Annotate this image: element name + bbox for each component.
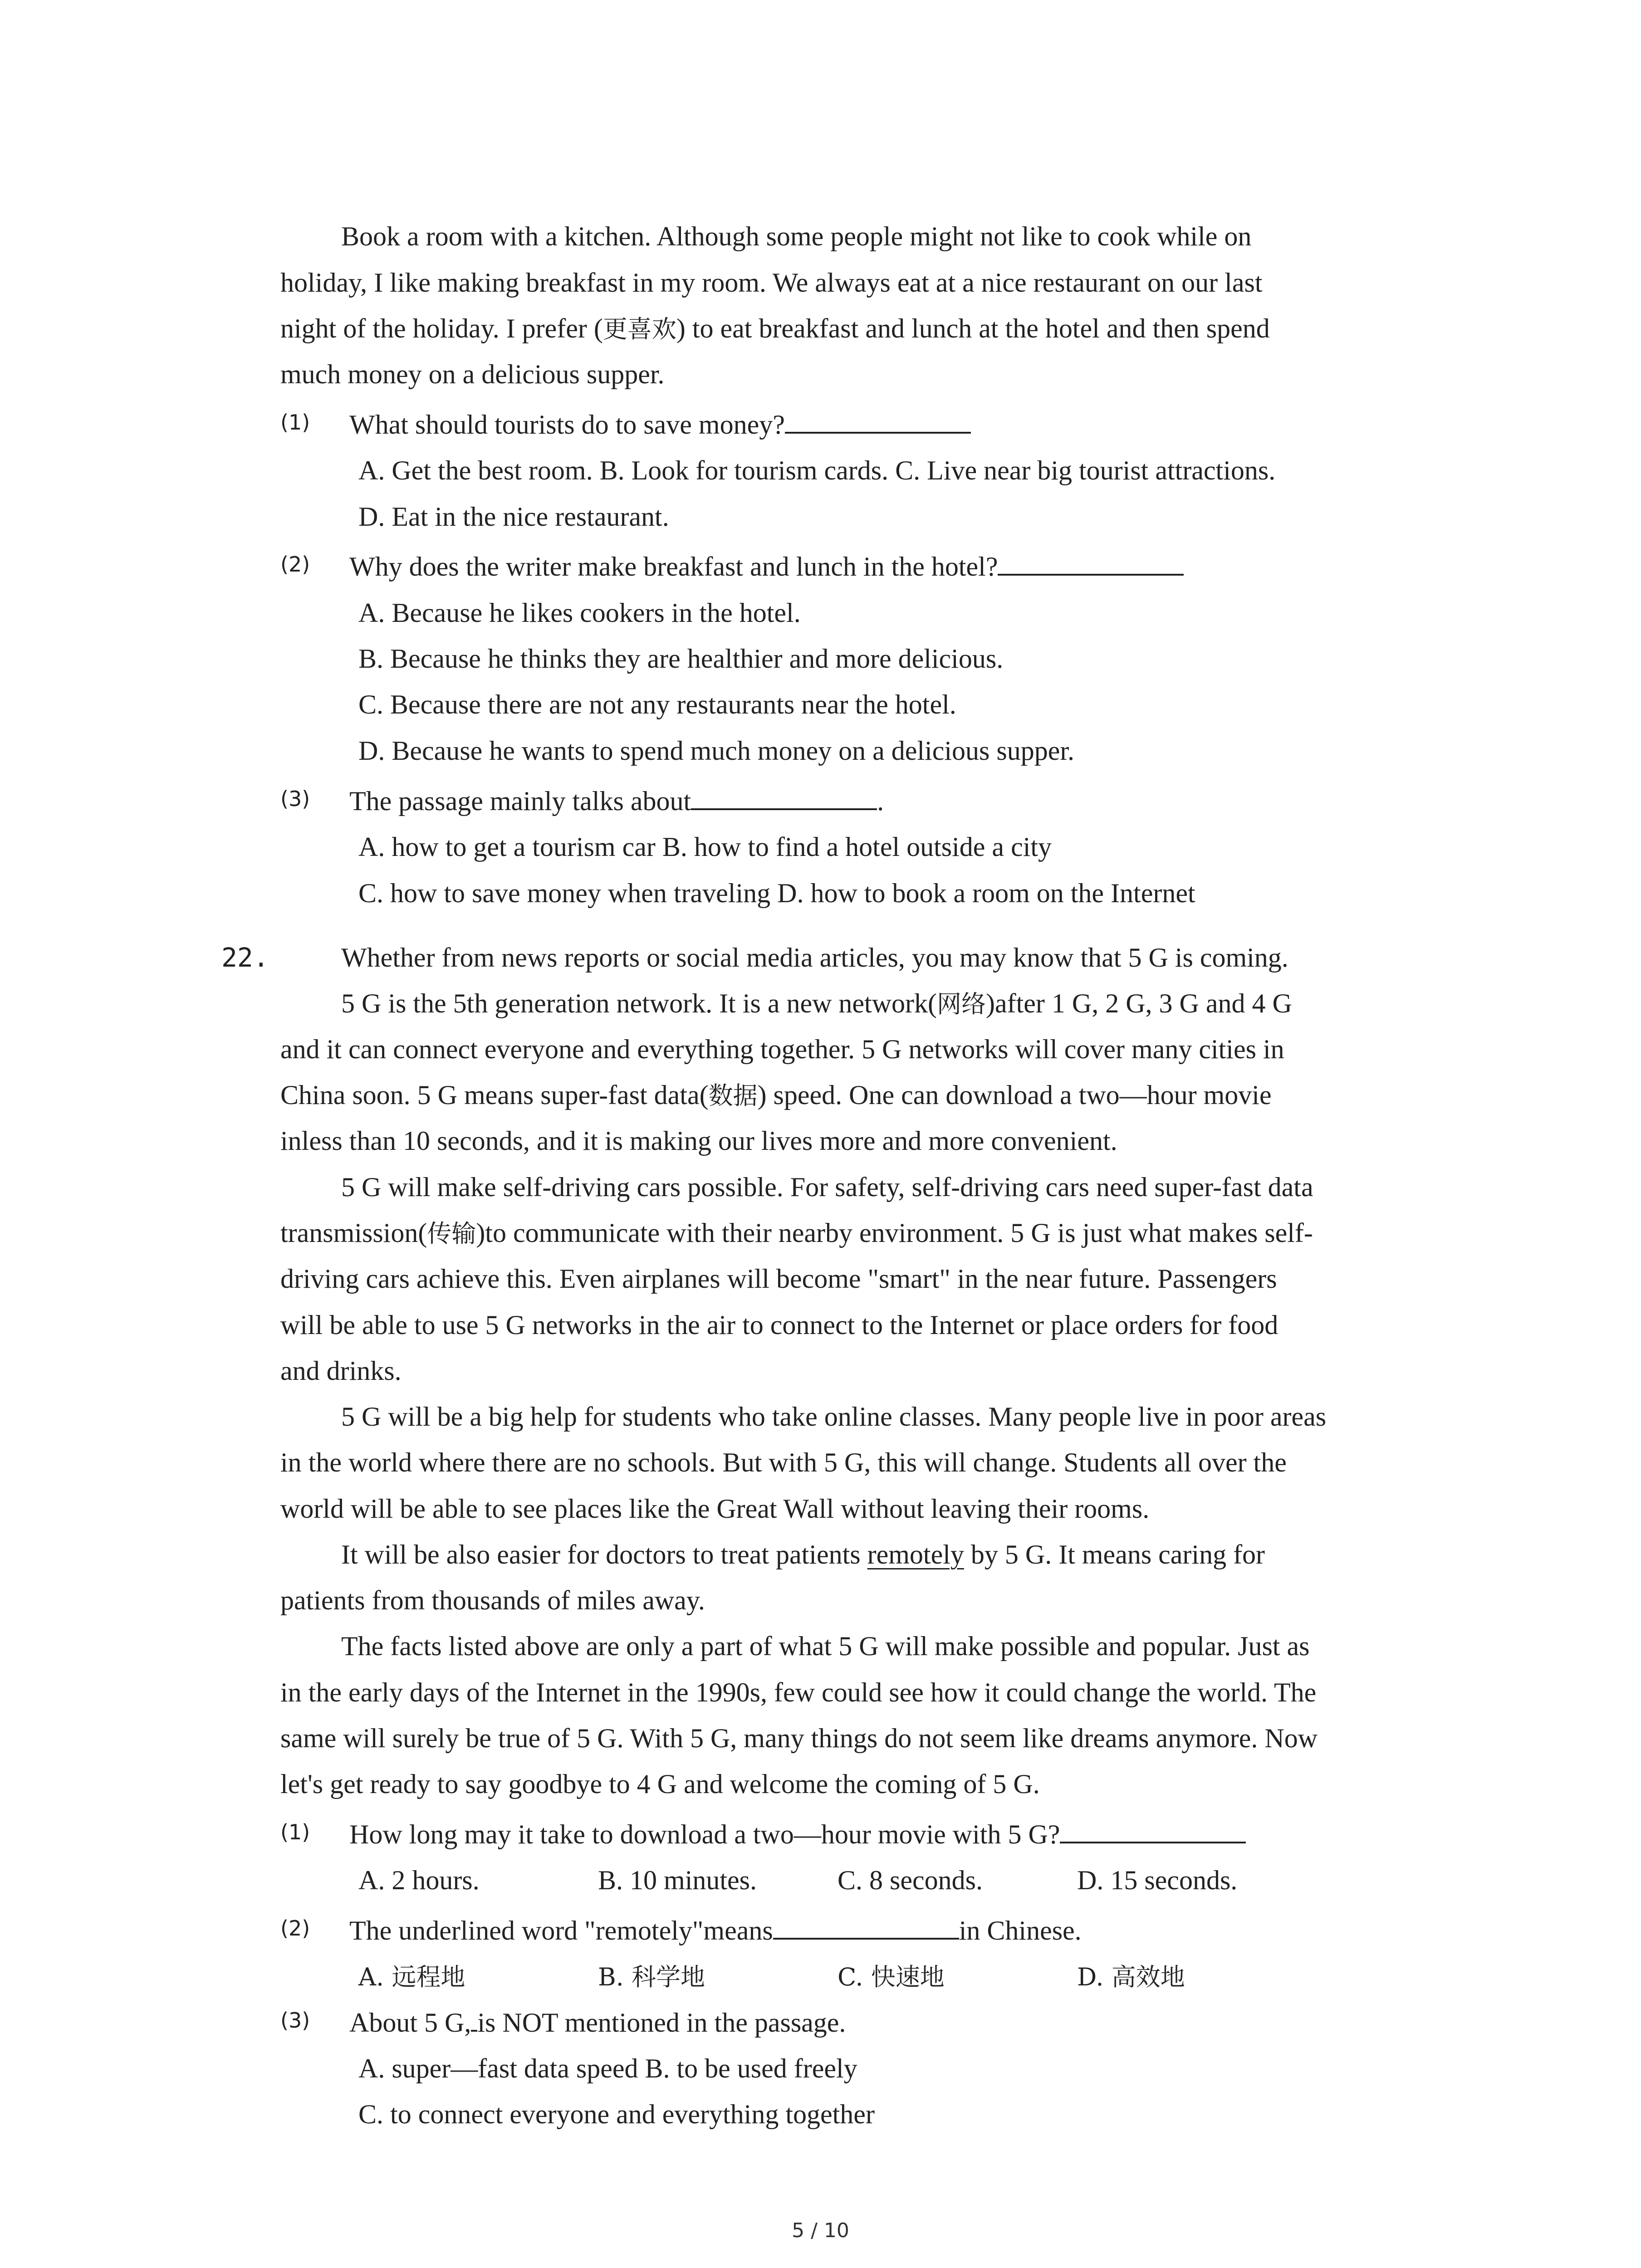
answer-blank[interactable] <box>691 778 877 810</box>
text-span: transmission( <box>280 1218 427 1248</box>
option-line: A. Get the best room. B. Look for tourism cards. C. Live near big tourist attractions. <box>358 455 1276 485</box>
stem-text: What should tourists do to save money? <box>349 410 785 440</box>
option-line: C. Because there are not any restaurants near the hotel. <box>358 689 956 719</box>
question-stem <box>349 1811 1246 1857</box>
text-line <box>280 1072 1272 1119</box>
option-text: B. 科学地 <box>598 1963 705 1991</box>
question-number: (1) <box>280 410 310 435</box>
option-text: D. 高效地 <box>1077 1963 1185 1991</box>
text-span: )to communicate with their nearby environment. 5 G is just what makes self- <box>476 1218 1313 1248</box>
text-span: by 5 G. It means caring for <box>964 1540 1265 1569</box>
stem-text: The underlined word "remotely"means <box>349 1916 773 1945</box>
option-line: C. how to save money when traveling D. how to book a room on the Internet <box>358 878 1195 908</box>
text-line: The facts listed above are only a part of what 5 G will make possible and popular. Just as <box>341 1631 1310 1661</box>
question-number: (3) <box>280 787 310 811</box>
text-span: ) to eat breakfast and lunch at the hotel and then spend <box>676 313 1270 343</box>
text-line: in the world where there are no schools. But with 5 G, this will change. Students all over the <box>280 1447 1287 1477</box>
answer-blank[interactable] <box>998 544 1184 576</box>
text-line: will be able to use 5 G networks in the air to connect to the Internet or place orders for food <box>280 1310 1279 1340</box>
question-stem <box>349 543 1184 590</box>
text-span: China soon. 5 G means super-fast data( <box>280 1080 709 1110</box>
option-b <box>598 1953 705 2000</box>
text-span: )after 1 G, 2 G, 3 G and 4 G <box>986 988 1292 1018</box>
text-span: night of the holiday. I prefer ( <box>280 313 603 343</box>
question-number: (1) <box>280 1820 310 1844</box>
option-d: D. 15 seconds. <box>1077 1865 1238 1895</box>
stem-text: . <box>877 786 884 816</box>
text-line: in the early days of the Internet in the 1990s, few could see how it could change the world. The <box>280 1677 1317 1707</box>
text-line <box>341 980 1292 1027</box>
question-stem <box>349 1999 846 2046</box>
text-line: and it can connect everyone and everything together. 5 G networks will cover many cities in <box>280 1034 1284 1064</box>
text-line: Book a room with a kitchen. Although some people might not like to cook while on <box>341 221 1252 251</box>
text-line: and drinks. <box>280 1356 402 1386</box>
stem-text: Why does the writer make breakfast and lunch in the hotel? <box>349 552 998 582</box>
option-text: C. 快速地 <box>838 1963 945 1991</box>
page-number: 5 / 10 <box>792 2219 849 2242</box>
option-text: A. 远程地 <box>358 1963 465 1991</box>
text-line: 5 G will make self-driving cars possible. For safety, self-driving cars need super-fast data <box>341 1172 1313 1202</box>
text-line: 5 G will be a big help for students who take online classes. Many people live in poor areas <box>341 1402 1327 1432</box>
chinese-gloss: 更喜欢 <box>603 315 676 343</box>
text-line: much money on a delicious supper. <box>280 359 665 389</box>
underlined-word: remotely <box>867 1540 964 1569</box>
stem-text: About 5 G, <box>349 2008 471 2038</box>
text-line <box>341 1531 1265 1578</box>
question-number: (2) <box>280 1916 310 1941</box>
option-line: A. super—fast data speed B. to be used freely <box>358 2053 857 2083</box>
option-line: B. Because he thinks they are healthier and more delicious. <box>358 644 1004 674</box>
question-stem <box>349 401 971 448</box>
option-a: A. 2 hours. <box>358 1865 480 1895</box>
text-line: world will be able to see places like the Great Wall without leaving their rooms. <box>280 1494 1150 1524</box>
text-line: same will surely be true of 5 G. With 5 G, many things do not seem like dreams anymore. Now <box>280 1723 1318 1753</box>
text-line: inless than 10 seconds, and it is making our lives more and more convenient. <box>280 1126 1117 1156</box>
question-number-22: 22. <box>221 942 269 973</box>
question-stem <box>349 778 884 824</box>
chinese-gloss: 数据 <box>708 1081 758 1110</box>
text-span: 5 G is the 5th generation network. It is a new network( <box>341 988 937 1018</box>
question-stem <box>349 1907 1082 1954</box>
answer-blank[interactable] <box>773 1908 959 1940</box>
text-line: Whether from news reports or social media articles, you may know that 5 G is coming. <box>341 943 1288 973</box>
text-line: let's get ready to say goodbye to 4 G and welcome the coming of 5 G. <box>280 1769 1040 1799</box>
option-d <box>1077 1953 1185 2000</box>
stem-text: How long may it take to download a two—hour movie with 5 G? <box>349 1819 1060 1849</box>
text-line <box>280 1210 1313 1257</box>
question-number: (2) <box>280 552 310 577</box>
question-number: (3) <box>280 2008 310 2033</box>
text-line <box>280 305 1270 352</box>
stem-text: The passage mainly talks about <box>349 786 691 816</box>
option-line: C. to connect everyone and everything together <box>358 2099 875 2129</box>
option-c <box>838 1953 945 2000</box>
option-c: C. 8 seconds. <box>838 1865 983 1895</box>
chinese-gloss: 传输 <box>427 1219 476 1248</box>
option-a <box>358 1953 465 2000</box>
stem-text: in Chinese. <box>959 1916 1082 1945</box>
text-line: holiday, I like making breakfast in my room. We always eat at a nice restaurant on our last <box>280 268 1263 298</box>
text-line: driving cars achieve this. Even airplanes will become "smart" in the near future. Passengers <box>280 1264 1277 1294</box>
text-span: It will be also easier for doctors to treat patients <box>341 1540 867 1569</box>
stem-text: is NOT mentioned in the passage. <box>477 2008 846 2038</box>
option-line: D. Eat in the nice restaurant. <box>358 502 669 532</box>
answer-blank[interactable] <box>1060 1812 1246 1843</box>
option-line: A. Because he likes cookers in the hotel. <box>358 598 801 628</box>
text-line: patients from thousands of miles away. <box>280 1585 705 1615</box>
option-line: D. Because he wants to spend much money on a delicious supper. <box>358 736 1074 766</box>
option-line: A. how to get a tourism car B. how to find a hotel outside a city <box>358 832 1052 862</box>
text-span: ) speed. One can download a two—hour movie <box>757 1080 1272 1110</box>
option-b: B. 10 minutes. <box>598 1865 757 1895</box>
chinese-gloss: 网络 <box>937 990 986 1018</box>
answer-blank[interactable] <box>785 402 971 434</box>
answer-blank[interactable] <box>471 2000 477 2032</box>
